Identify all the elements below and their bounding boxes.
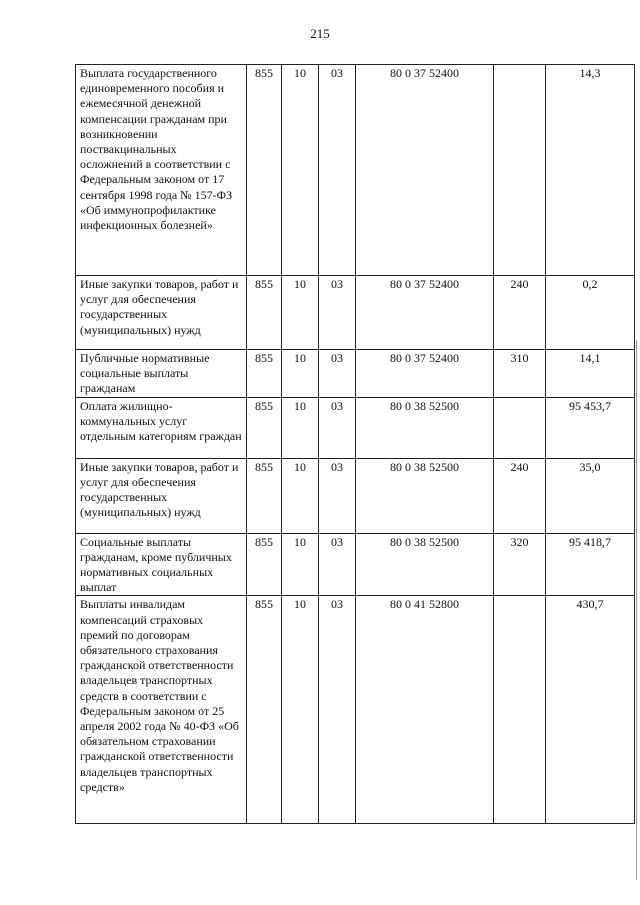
department-code-cell: 855 bbox=[247, 397, 282, 458]
expense-type-cell: 240 bbox=[494, 276, 546, 350]
table-row bbox=[76, 350, 635, 398]
amount-cell: 95 453,7 bbox=[546, 397, 635, 458]
expense-type-cell bbox=[494, 596, 546, 824]
department-code-cell: 855 bbox=[247, 533, 282, 596]
table-row bbox=[76, 65, 635, 276]
subsection-code-cell: 03 bbox=[319, 65, 356, 276]
target-article-cell: 80 0 38 52500 bbox=[356, 397, 494, 458]
scan-edge-line bbox=[636, 340, 637, 880]
row-name-cell: Иные закупки товаров, работ и услуг для обеспечения государственных (муниципальных) нужд bbox=[76, 458, 247, 533]
department-code-cell: 855 bbox=[247, 65, 282, 276]
subsection-code-cell: 03 bbox=[319, 458, 356, 533]
target-article-cell: 80 0 41 52800 bbox=[356, 596, 494, 824]
section-code-cell: 10 bbox=[282, 276, 319, 350]
target-article-cell: 80 0 38 52500 bbox=[356, 458, 494, 533]
target-article-cell: 80 0 37 52400 bbox=[356, 350, 494, 398]
row-name-cell: Выплаты инвалидам компенсаций страховых премий по договорам обязательного страхования гражданской ответственности владельцев транспортных средств в соответствии с Федеральным законом от 25 апреля 2002 года № 40-ФЗ «Об обязательном страховании гражданской ответственности владельцев транспортных средств» bbox=[76, 596, 247, 824]
subsection-code-cell: 03 bbox=[319, 596, 356, 824]
section-code-cell: 10 bbox=[282, 458, 319, 533]
table-row bbox=[76, 533, 635, 596]
table-row bbox=[76, 596, 635, 824]
expense-type-cell: 240 bbox=[494, 458, 546, 533]
department-code-cell: 855 bbox=[247, 596, 282, 824]
table-row bbox=[76, 276, 635, 350]
expense-type-cell: 310 bbox=[494, 350, 546, 398]
table-row bbox=[76, 458, 635, 533]
subsection-code-cell: 03 bbox=[319, 533, 356, 596]
target-article-cell: 80 0 37 52400 bbox=[356, 276, 494, 350]
row-name-cell: Иные закупки товаров, работ и услуг для обеспечения государственных (муниципальных) нужд bbox=[76, 276, 247, 350]
amount-cell: 35,0 bbox=[546, 458, 635, 533]
section-code-cell: 10 bbox=[282, 533, 319, 596]
expense-type-cell: 320 bbox=[494, 533, 546, 596]
amount-cell: 430,7 bbox=[546, 596, 635, 824]
department-code-cell: 855 bbox=[247, 350, 282, 398]
expense-type-cell bbox=[494, 397, 546, 458]
row-name-cell: Выплата государственного единовременного пособия и ежемесячной денежной компенсации гражданам при возникновении поствакцинальных осложнений в соответствии с Федеральным законом от 17 сентября 1998 года № 157-ФЗ «Об иммунопрофилактике инфекционных болезней» bbox=[76, 65, 247, 276]
page-number: 215 bbox=[310, 26, 330, 41]
subsection-code-cell: 03 bbox=[319, 276, 356, 350]
target-article-cell: 80 0 37 52400 bbox=[356, 65, 494, 276]
expense-type-cell bbox=[494, 65, 546, 276]
department-code-cell: 855 bbox=[247, 276, 282, 350]
amount-cell: 14,3 bbox=[546, 65, 635, 276]
row-name-cell: Оплата жилищно-коммунальных услуг отдельным категориям граждан bbox=[76, 397, 247, 458]
row-name-cell: Публичные нормативные социальные выплаты гражданам bbox=[76, 350, 247, 398]
subsection-code-cell: 03 bbox=[319, 350, 356, 398]
section-code-cell: 10 bbox=[282, 596, 319, 824]
department-code-cell: 855 bbox=[247, 458, 282, 533]
table-row bbox=[76, 397, 635, 458]
amount-cell: 95 418,7 bbox=[546, 533, 635, 596]
amount-cell: 0,2 bbox=[546, 276, 635, 350]
section-code-cell: 10 bbox=[282, 397, 319, 458]
amount-cell: 14,1 bbox=[546, 350, 635, 398]
budget-table bbox=[75, 64, 635, 824]
row-name-cell: Социальные выплаты гражданам, кроме публичных нормативных социальных выплат bbox=[76, 533, 247, 596]
section-code-cell: 10 bbox=[282, 350, 319, 398]
target-article-cell: 80 0 38 52500 bbox=[356, 533, 494, 596]
section-code-cell: 10 bbox=[282, 65, 319, 276]
subsection-code-cell: 03 bbox=[319, 397, 356, 458]
